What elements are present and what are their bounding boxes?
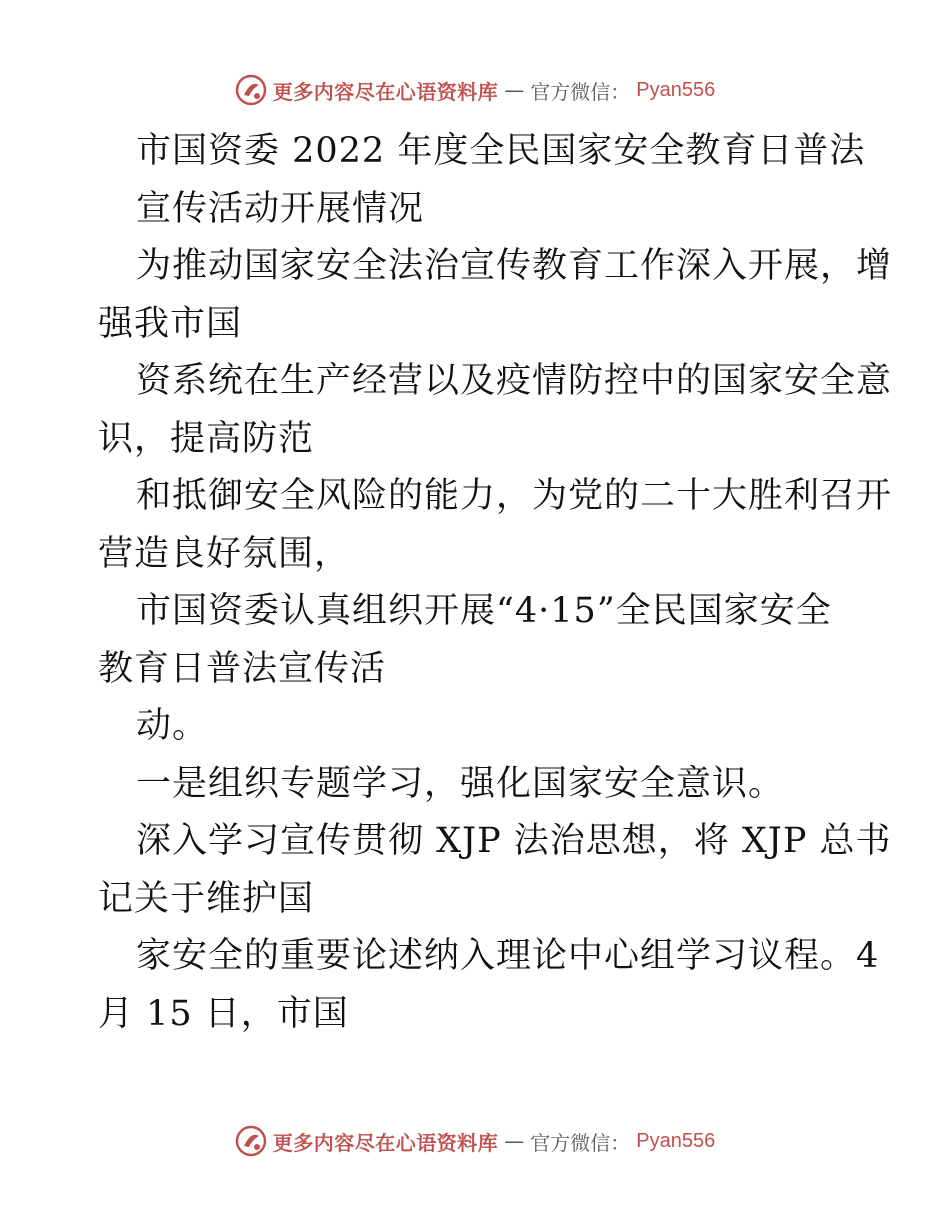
doc-line: 识，提高防范 — [98, 418, 315, 459]
watermark-separator: — — [504, 78, 525, 102]
document-body — [98, 123, 893, 1043]
watermark-wechat-id: Pyan556 — [636, 78, 716, 101]
doc-line: 市国资委认真组织开展“4·15”全民国家安全 — [136, 591, 832, 631]
brand-logo-icon — [235, 1125, 267, 1157]
doc-line: 月 15 日，市国 — [98, 993, 349, 1034]
doc-line: 一是组织专题学习，强化国家安全意识。 — [136, 763, 785, 804]
watermark-wechat-id: Pyan556 — [636, 1129, 716, 1152]
doc-line: 家安全的重要论述纳入理论中心组学习议程。4 — [136, 936, 880, 976]
header-watermark — [0, 70, 950, 110]
doc-line: 为推动国家安全法治宣传教育工作深入开展，增 — [136, 246, 893, 286]
watermark-brand-text: 更多内容尽在心语资料库 — [272, 1130, 499, 1155]
doc-line: 记关于维护国 — [98, 878, 315, 919]
doc-line: 深入学习宣传贯彻 XJP 法治思想，将 XJP 总书 — [136, 821, 892, 861]
watermark-official-label: 官方微信： — [530, 1130, 631, 1155]
doc-line: 营造良好氛围， — [98, 533, 351, 574]
doc-line: 动。 — [136, 706, 209, 746]
doc-line: 和抵御安全风险的能力，为党的二十大胜利召开 — [136, 476, 893, 516]
doc-line: 宣传活动开展情况 — [136, 188, 425, 229]
doc-line: 市国资委 2022 年度全民国家安全教育日普法 — [136, 131, 866, 171]
watermark-brand-text: 更多内容尽在心语资料库 — [272, 79, 499, 104]
doc-line: 强我市国 — [98, 303, 243, 344]
watermark-separator: — — [504, 1129, 525, 1153]
watermark-official-label: 官方微信： — [530, 79, 631, 104]
brand-logo-icon — [235, 74, 267, 106]
footer-watermark — [0, 1121, 950, 1161]
doc-line: 资系统在生产经营以及疫情防控中的国家安全意 — [136, 361, 893, 401]
doc-line: 教育日普法宣传活 — [98, 648, 387, 689]
